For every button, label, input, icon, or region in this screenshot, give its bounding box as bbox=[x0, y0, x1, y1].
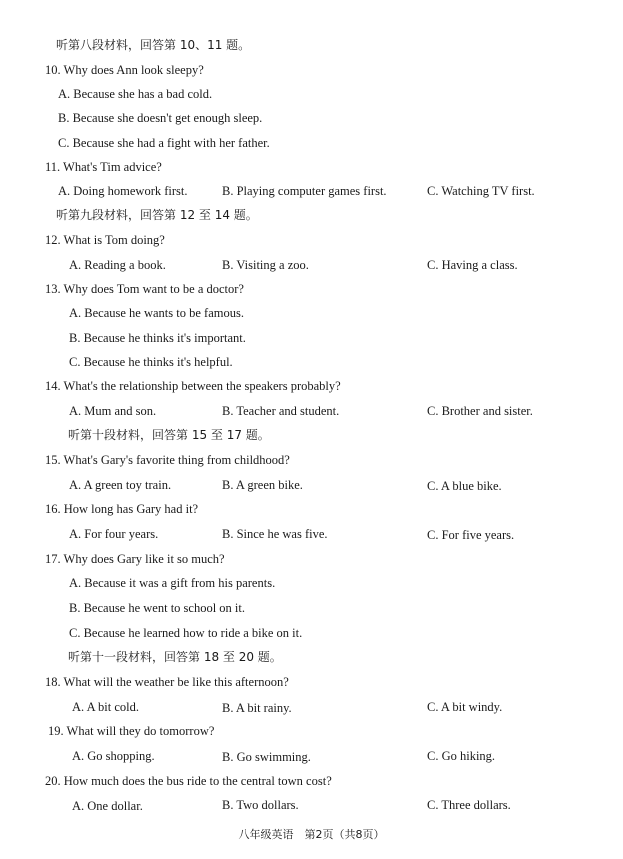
answer-option: C. A bit windy. bbox=[427, 700, 503, 714]
question-stem: 20. How much does the bus ride to the central town cost? bbox=[45, 774, 332, 788]
answer-option: B. Go swimming. bbox=[222, 750, 311, 764]
section-heading: 听第九段材料，回答第 12 至 14 题。 bbox=[56, 208, 258, 222]
question-stem: 15. What's Gary's favorite thing from childhood? bbox=[45, 453, 290, 467]
answer-option: B. Because he thinks it's important. bbox=[69, 331, 246, 345]
section-heading: 听第十一段材料，回答第 18 至 20 题。 bbox=[68, 650, 282, 664]
answer-option: A. A bit cold. bbox=[72, 700, 140, 714]
answer-option: C. Three dollars. bbox=[427, 798, 511, 812]
question-stem: 19. What will they do tomorrow? bbox=[48, 724, 215, 738]
answer-option: B. Visiting a zoo. bbox=[222, 258, 309, 272]
answer-option: A. A green toy train. bbox=[69, 478, 172, 492]
answer-option: B. Teacher and student. bbox=[222, 404, 340, 418]
answer-option: A. One dollar. bbox=[72, 799, 143, 813]
answer-option: B. A bit rainy. bbox=[222, 701, 292, 715]
question-stem: 18. What will the weather be like this afternoon? bbox=[45, 675, 289, 689]
answer-option: C. Because he thinks it's helpful. bbox=[69, 355, 233, 369]
answer-option: A. Because he wants to be famous. bbox=[69, 306, 244, 320]
answer-option: C. Having a class. bbox=[427, 258, 518, 272]
answer-option: B. Two dollars. bbox=[222, 798, 299, 812]
question-stem: 12. What is Tom doing? bbox=[45, 233, 165, 247]
answer-option: B. Since he was five. bbox=[222, 527, 328, 541]
answer-option: C. For five years. bbox=[427, 528, 515, 542]
answer-option: B. Playing computer games first. bbox=[222, 184, 387, 198]
answer-option: B. Because he went to school on it. bbox=[69, 601, 246, 615]
answer-option: C. Because she had a fight with her father. bbox=[58, 136, 270, 150]
section-heading: 听第八段材料，回答第 10、11 题。 bbox=[56, 38, 251, 52]
answer-option: C. Watching TV first. bbox=[427, 184, 535, 198]
question-stem: 11. What's Tim advice? bbox=[45, 160, 162, 174]
answer-option: A. Because she has a bad cold. bbox=[58, 87, 213, 101]
question-stem: 17. Why does Gary like it so much? bbox=[45, 552, 225, 566]
question-stem: 10. Why does Ann look sleepy? bbox=[45, 63, 204, 77]
answer-option: A. Doing homework first. bbox=[58, 184, 188, 198]
answer-option: A. Reading a book. bbox=[69, 258, 166, 272]
answer-option: B. Because she doesn't get enough sleep. bbox=[58, 111, 263, 125]
answer-option: C. A blue bike. bbox=[427, 479, 502, 493]
answer-option: A. Because it was a gift from his parents. bbox=[69, 576, 276, 590]
section-heading: 听第十段材料，回答第 15 至 17 题。 bbox=[68, 428, 270, 442]
question-stem: 14. What's the relationship between the speakers probably? bbox=[45, 379, 341, 393]
page-footer: 八年级英语 第2页（共8页） bbox=[238, 828, 385, 841]
question-stem: 16. How long has Gary had it? bbox=[45, 502, 199, 516]
answer-option: C. Go hiking. bbox=[427, 749, 496, 763]
answer-option: A. Go shopping. bbox=[72, 749, 155, 763]
answer-option: C. Brother and sister. bbox=[427, 404, 533, 418]
answer-option: B. A green bike. bbox=[222, 478, 303, 492]
answer-option: A. Mum and son. bbox=[69, 404, 157, 418]
answer-option: A. For four years. bbox=[69, 527, 159, 541]
answer-option: C. Because he learned how to ride a bike on it. bbox=[69, 626, 303, 640]
question-stem: 13. Why does Tom want to be a doctor? bbox=[45, 282, 244, 296]
